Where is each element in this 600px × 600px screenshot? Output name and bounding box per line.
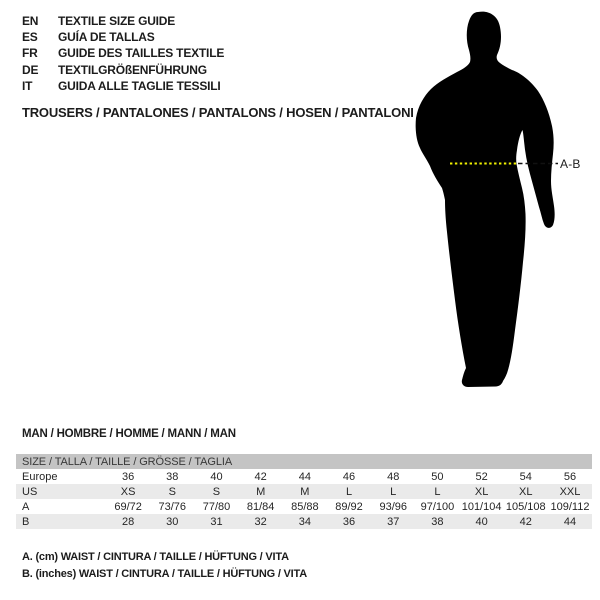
language-title: TEXTILE SIZE GUIDE (58, 14, 176, 29)
language-code: EN (22, 14, 39, 29)
man-section-heading: MAN / HOMBRE / HOMME / MANN / MAN (22, 428, 236, 440)
language-code: ES (22, 30, 38, 45)
size-table-body (16, 469, 592, 529)
size-value: 40 (210, 470, 223, 483)
size-value: 42 (519, 515, 532, 528)
measurement-notes (22, 551, 307, 585)
waist-measure-label: A-B (560, 157, 581, 171)
size-value: 77/80 (202, 500, 231, 513)
language-row (22, 45, 224, 61)
size-value: L (390, 485, 397, 498)
size-value: S (212, 485, 221, 498)
size-value: XS (120, 485, 136, 498)
size-value: 40 (475, 515, 488, 528)
size-value: 101/104 (461, 500, 502, 513)
table-row (16, 469, 592, 484)
language-title: GUIDA ALLE TAGLIE TESSILI (58, 78, 221, 93)
language-code: IT (22, 78, 33, 93)
language-title: TEXTILGRÖßENFÜHRUNG (58, 62, 207, 77)
size-value: 44 (298, 470, 311, 483)
language-row (22, 13, 224, 29)
size-value: L (345, 485, 353, 498)
table-row (16, 499, 592, 514)
table-row (16, 514, 592, 529)
size-value: 97/100 (420, 500, 455, 513)
size-value: 50 (431, 470, 444, 483)
size-value: 38 (166, 470, 179, 483)
size-value: L (434, 485, 441, 498)
size-value: 36 (342, 515, 356, 528)
size-value: S (168, 485, 176, 498)
size-value: XL (519, 485, 533, 498)
size-value: 31 (210, 515, 223, 528)
size-value: 32 (254, 515, 267, 528)
language-list (22, 13, 224, 94)
size-value: M (300, 485, 310, 498)
size-value: 34 (298, 515, 311, 528)
language-title: GUÍA DE TALLAS (58, 30, 155, 45)
size-value: 30 (166, 515, 179, 528)
table-row (16, 484, 592, 499)
row-label: Europe (22, 470, 58, 483)
man-silhouette (416, 12, 555, 387)
size-value: 81/84 (246, 500, 275, 513)
size-value: 38 (431, 515, 444, 528)
size-value: 56 (563, 470, 577, 483)
row-label: B (22, 515, 30, 528)
man-silhouette-figure (400, 0, 600, 400)
size-table-header: SIZE / TALLA / TAILLE / GRÖSSE / TAGLIA (16, 454, 592, 469)
garment-type-heading: TROUSERS / PANTALONES / PANTALONS / HOSEN / PANTALONI (22, 105, 414, 120)
size-value: 28 (121, 515, 135, 528)
row-label: A (22, 500, 30, 513)
language-code: FR (22, 46, 38, 61)
size-value: 37 (387, 515, 400, 528)
size-value: 85/88 (291, 500, 319, 513)
size-value: 48 (387, 470, 400, 483)
size-value: XXL (559, 485, 581, 498)
size-value: 36 (121, 470, 135, 483)
size-value: XL (474, 485, 489, 498)
language-row (22, 78, 224, 94)
size-value: 73/76 (158, 500, 187, 513)
note-waist-inches: B. (inches) WAIST / CINTURA / TAILLE / HÜFTUNG / VITA (22, 568, 307, 581)
size-table (16, 454, 592, 529)
language-row (22, 62, 224, 78)
size-value: 93/96 (379, 500, 407, 513)
size-value: 44 (563, 515, 577, 528)
language-code: DE (22, 62, 39, 77)
size-value: 42 (254, 470, 267, 483)
size-value: 46 (342, 470, 356, 483)
note-waist-cm: A. (cm) WAIST / CINTURA / TAILLE / HÜFTUNG / VITA (22, 551, 289, 563)
language-row (22, 29, 224, 45)
size-value: 52 (475, 470, 488, 483)
row-label: US (22, 485, 38, 498)
size-value: 109/112 (550, 500, 590, 513)
size-value: 54 (519, 470, 532, 483)
language-title: GUIDE DES TAILLES TEXTILE (58, 46, 225, 61)
size-value: M (256, 485, 266, 498)
size-value: 89/92 (335, 500, 363, 513)
size-value: 69/72 (114, 500, 142, 513)
size-value: 105/108 (505, 500, 546, 513)
